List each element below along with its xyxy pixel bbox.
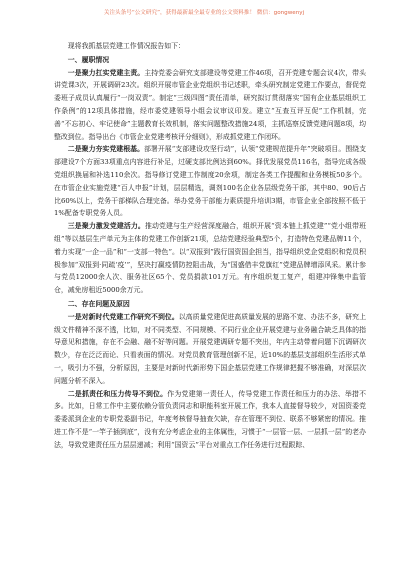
section-heading-1: 一、履职情况: [67, 55, 110, 64]
paragraph-2: [54, 143, 366, 220]
paragraph-lead: 一是聚力扛实党建主责。: [67, 68, 145, 77]
paragraph-lead: 二是聚力夯实党建根基。: [67, 145, 144, 154]
paragraph-text: 作为党建第一责任人，传导党建工作责任和压力的办法、举措不多。比如，日常工作中主要依赖分管负责同志和职能科室开展工作，我本人直接督导较少，对国资委党委委派到企业的专职党委副书记，年度考核督导抽查欠缺，存在管理不到位、联系不够紧密的情况。推进工作不是“一竿子插到底”，没有充分考虑企业的主体属性，习惯于“一层管一层、一层抓一层”的老办法，导致党建责任压力层层递减；利用“国资云”平台对重点工作任务进行过程跟踪、: [54, 389, 367, 449]
intro-text: 现将我抓基层党建工作情况报告如下：: [67, 42, 185, 50]
section-heading-2: 二、存在问题及原因: [67, 299, 130, 308]
paragraph-4: [54, 311, 366, 388]
paragraph-text: 以高质量党建促进高质量发展的思路不宽、办法不多，研究上级文件精神不深不透，比如，对不同类型、不同规模、不同行业企业开展党建与业务融合缺乏具体的指导意见和措施，存在不会融、融不好等问题。开展党建调研专题不突出，年内主动带着问题下沉调研次数少，存在泛泛而论、只看表面的情况。对党员教育管理创新不足，近10%的基层支部组织生活形式单一，吸引力不强，分析原因，主要是对新时代新形势下国企基层党建工作规律把握不够准确，对深层次问题分析不深入。: [54, 312, 367, 385]
paragraph-text: 推动党建与生产经营深度融合，组织开展“资本链上抓党建”“党小组带班组”等以基层生产单元为主体的党建工作创新21项，总结党建经验典型5个，打造特色党建品牌11个，着力实现“一企一品”和“一支部一特色”。以“双报到”践行国资国企担当，指导组织党企党组织和党员积极参加“双报到·同疏‘疫’”，坚决打赢疫情防控阻击战，为“国盛借丰党旗红”党建品牌增添风采。累计参与党员12000余人次、服务社区65个、党员捐款101万元。有序组织复工复产，组建冲锋集中监管仓，减免房租近5000余万元。: [54, 222, 366, 295]
paragraph-5: [54, 388, 366, 452]
paragraph-lead: 三是聚力激发党建活力。: [67, 222, 145, 231]
paragraph-text: 主持党委会研究支部建设等党建工作46项，召开党建专题会议4次，带头讲党课3次，开展调研23次。组织开展市管企业党组织书记述职，牵头研究制定党建工作要点，督促党委班子成员认真履行“一岗双责”。制定“三级四图”责任清单，研究拟订贯彻落实“国有企业基层组织工作条例”的12项具体措施，经市委党建领导小组会议审议印发。建立“互查互评互促”工作机制，完善“不忘初心、牢记使命”主题教育长效机制，落实问题整改措施24项，主抓巡察反馈党建问题8项，均整改到位。指导出台《市管企业党建考核评分细则》，形成抓党建工作闭环。: [54, 68, 367, 141]
document-body: [54, 40, 366, 452]
paragraph-text: 部署开展“支部建设攻坚行动”，认领“党建规范提升年”突破项目。围绕支部建设7个方面33项重点内容进行补足，过硬支部比例达到60%。择优发展党员116名，指导完成各级党组织换届和补选110余次。指导修订党建工作制度20余项，制定各类工作提醒和业务模板50多个。在市管企业实施党建“百人申报”计划，层层精选，调剂100名企业各层级党务干部，其中80、90后占比60%以上，党务干部梯队合理完备。举办党务干部能力素质提升培训3期，市管企业全部按照不低于1%配备专职党务人员。: [54, 145, 367, 218]
paragraph-3: [54, 220, 366, 297]
paragraph-1: [54, 67, 366, 144]
paragraph-lead: 一是对新时代党建工作研究不到位。: [67, 312, 179, 321]
paragraph-lead: 二是抓责任和压力传导不到位。: [67, 389, 168, 398]
watermark-banner: 关注头条号“公文研究”，获得最新最全最专业的公文资料推！ 微信：gongwenyj: [103, 10, 305, 16]
